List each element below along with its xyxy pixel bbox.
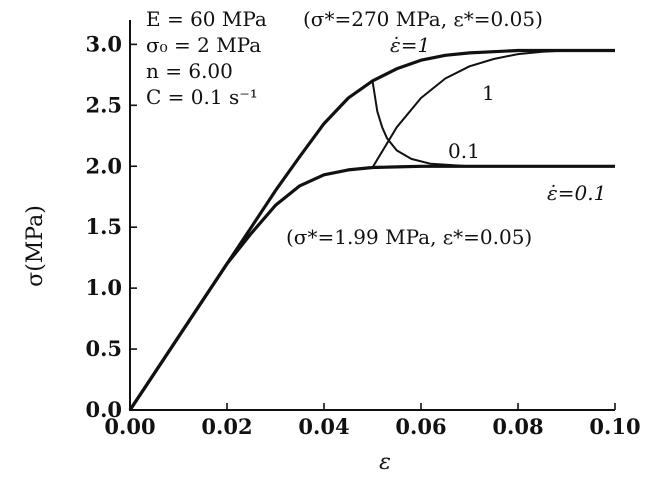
y-tick-label: 2.0 [85,153,122,179]
series-line-3 [373,51,616,168]
x-axis-title: ε [379,450,391,475]
param-n: n = 6.00 [146,59,233,83]
x-tick-label: 0.02 [201,414,253,439]
y-tick-label: 1.5 [85,214,122,240]
x-tick-label: 0.06 [395,414,447,439]
jump-down-label: 0.1 [448,139,480,163]
x-tick-label: 0.04 [298,414,350,439]
point-high-label: (σ*=270 MPa, ε*=0.05) [303,7,543,31]
param-C: C = 0.1 s⁻¹ [146,85,258,109]
x-tick-label: 0.08 [492,414,544,439]
y-tick-label: 0.5 [85,336,122,362]
y-axis-title: σ(MPa) [23,205,48,287]
rate-low-label: ε̇=0.1 [547,181,607,205]
point-low-label: (σ*=1.99 MPa, ε*=0.05) [286,225,533,249]
x-tick-label: 0.00 [104,414,156,439]
param-sigma0: σ₀ = 2 MPa [146,33,262,57]
y-tick-label: 0.0 [85,397,122,422]
rate-high-label: ε̇=1 [390,33,431,57]
param-E: E = 60 MPa [146,7,267,31]
x-tick-label: 0.10 [589,414,641,439]
series-line-2 [130,166,615,410]
jump-up-label: 1 [482,81,495,105]
parameter-annotations [146,7,267,109]
y-tick-label: 2.5 [85,92,122,118]
y-tick-label: 1.0 [85,275,122,301]
y-tick-label: 3.0 [85,31,122,57]
